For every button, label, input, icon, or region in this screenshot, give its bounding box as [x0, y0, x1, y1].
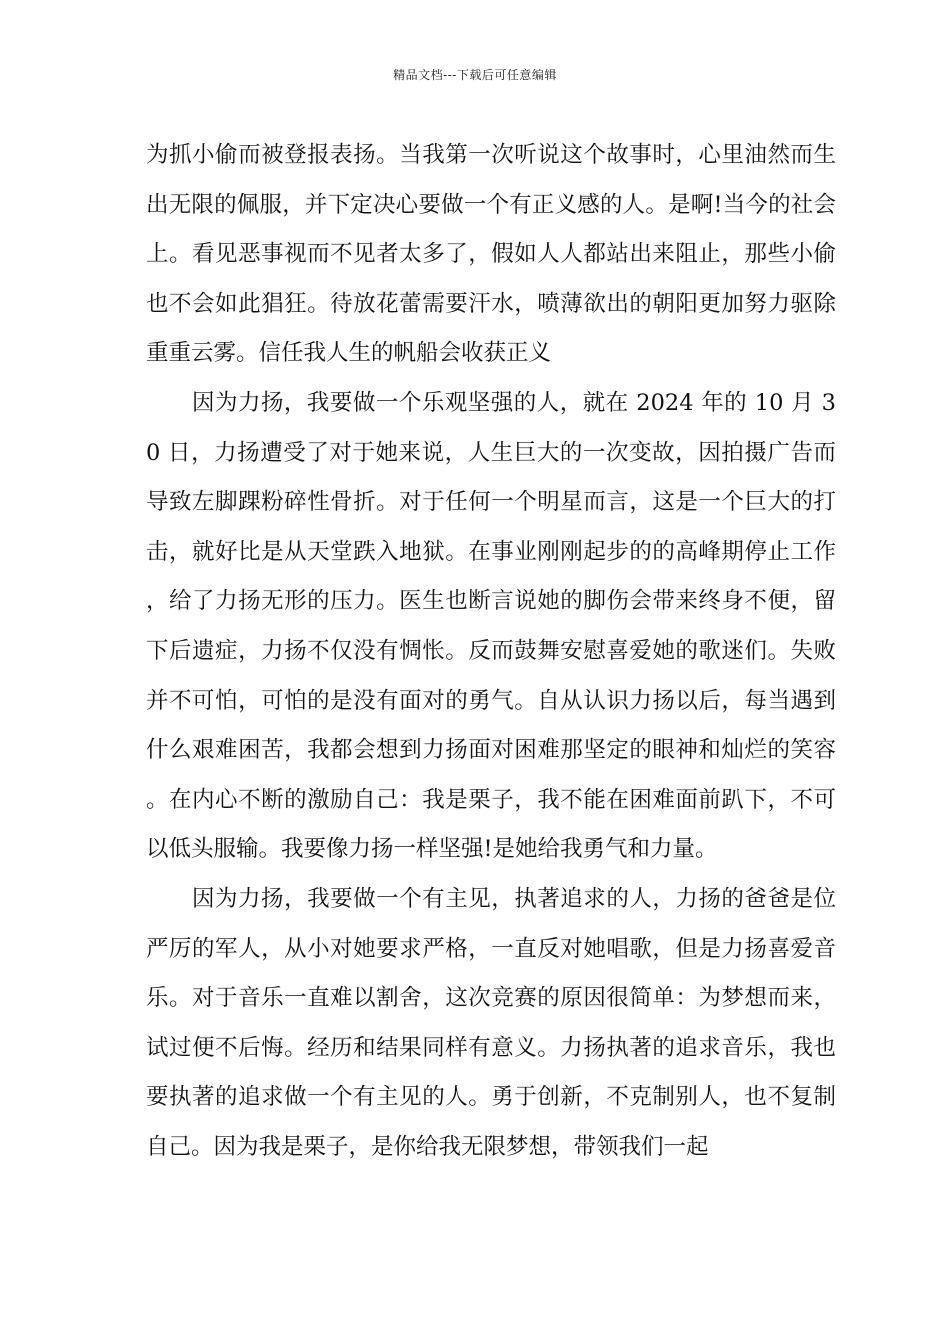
paragraph-1: 为抓小偷而被登报表扬。当我第一次听说这个故事时，心里油然而生出无限的佩服，并下定决心要做一个有正义感的人。是啊!当今的社会上。看见恶事视而不见者太多了，假如人人都站出来阻止，那些小偷也不会如此猖狂。待放花蕾需要汗水，喷薄欲出的朝阳更加努力驱除重重云雾。信任我人生的帆船会收获正义: [146, 142, 836, 367]
document-body: [146, 131, 836, 1172]
paragraph-3: 因为力扬，我要做一个有主见，执著追求的人，力扬的爸爸是位严厉的军人，从小对她要求严格，一直反对她唱歌，但是力扬喜爱音乐。对于音乐一直难以割舍，这次竞赛的原因很简单：为梦想而来，试过便不后悔。经历和结果同样有意义。力扬执著的追求音乐，我也要执著的追求做一个有主见的人。勇于创新，不克制别人，也不复制自己。因为我是栗子，是你给我无限梦想，带领我们一起: [146, 885, 836, 1160]
paragraph-2: 因为力扬，我要做一个乐观坚强的人，就在 2024 年的 10 月 30 日，力扬遭受了对于她来说，人生巨大的一次变故，因拍摄广告而导致左脚踝粉碎性骨折。对于任何一个明星而言，这是一个巨大的打击，就好比是从天堂跌入地狱。在事业刚刚起步的的高峰期停止工作，给了力扬无形的压力。医生也断言说她的脚伤会带来终身不便，留下后遗症，力扬不仅没有惆怅。反而鼓舞安慰喜爱她的歌迷们。失败并不可怕，可怕的是没有面对的勇气。自从认识力扬以后，每当遇到什么艰难困苦，我都会想到力扬面对困难那坚定的眼神和灿烂的笑容。在内心不断的激励自己：我是栗子，我不能在困难面前趴下，不可以低头服输。我要像力扬一样坚强!是她给我勇气和力量。: [146, 389, 836, 863]
page-header: 精品文档---下载后可任意编辑: [393, 68, 557, 82]
